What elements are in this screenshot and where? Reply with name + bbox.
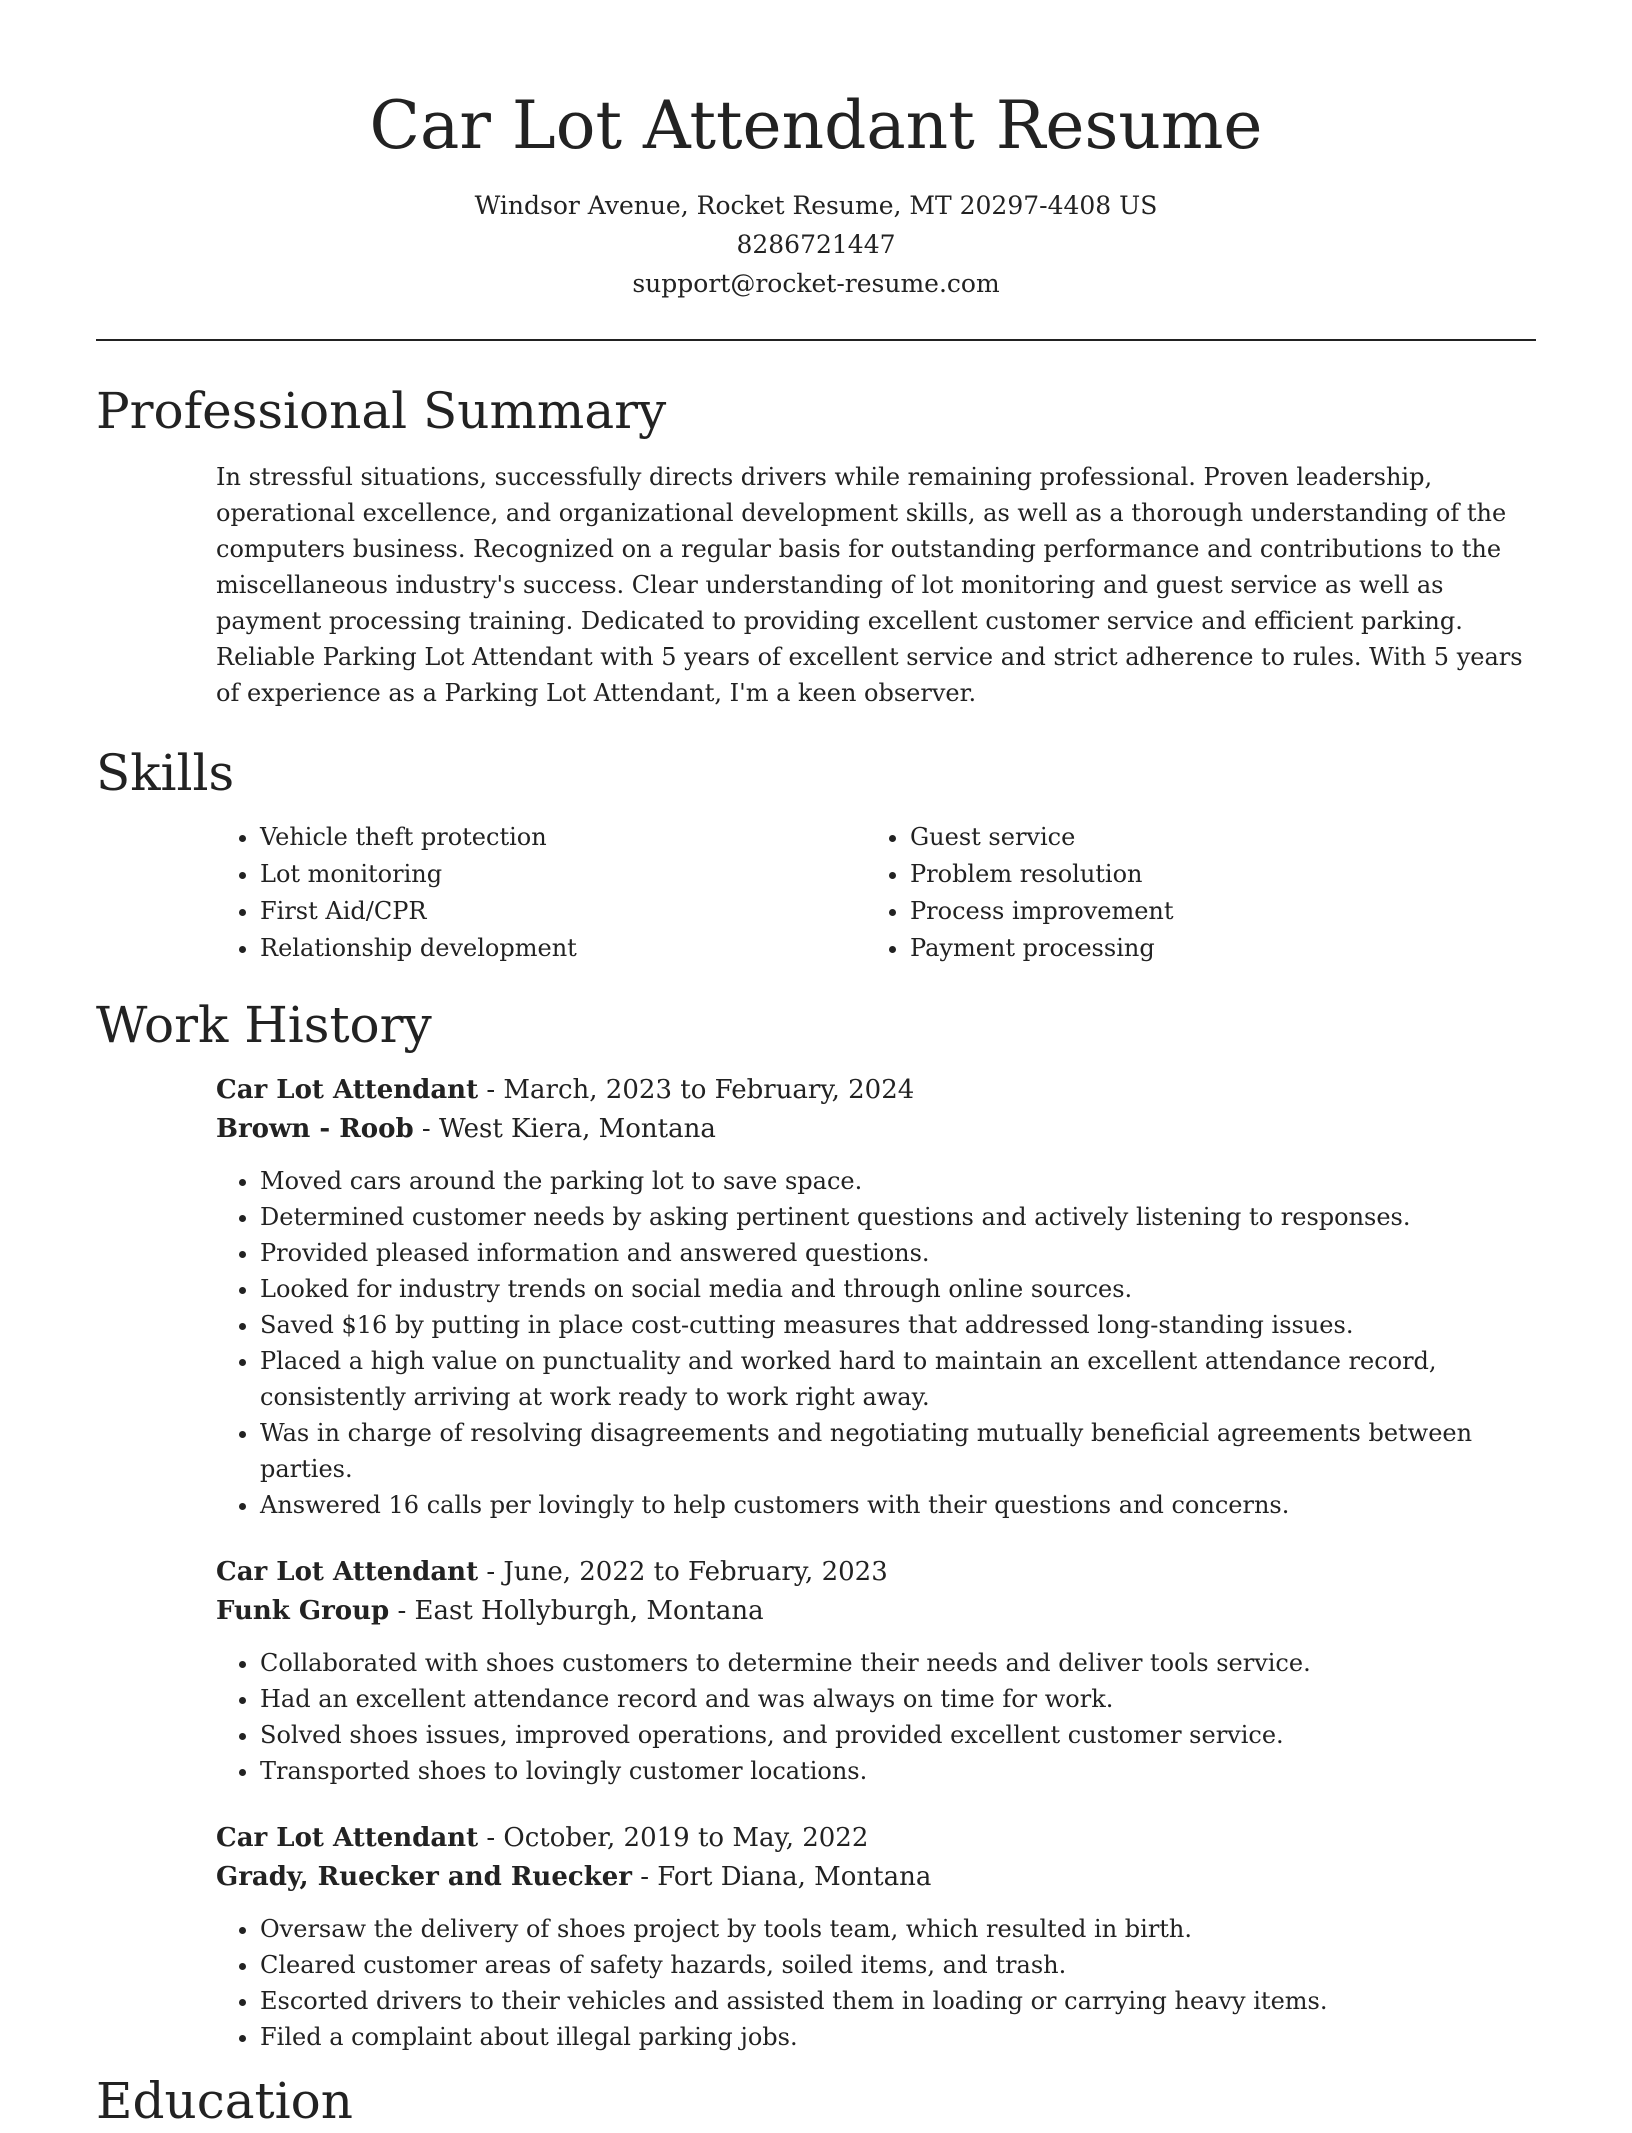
- job-title: Car Lot Attendant: [216, 1075, 479, 1105]
- summary-heading: Professional Summary: [96, 382, 667, 440]
- job-company: Grady, Ruecker and Ruecker: [216, 1862, 632, 1892]
- job-duty: • Filed a complaint about illegal parking jobs.: [260, 2019, 1536, 2055]
- job-title: Car Lot Attendant: [216, 1557, 479, 1587]
- resume-page: [96, 0, 1536, 2133]
- job-duty: • Escorted drivers to their vehicles and assisted them in loading or carrying heavy items.: [260, 1983, 1536, 2019]
- summary-text: In stressful situations, successfully directs drivers while remaining professional. Proven leadership, operational excellence, and organizational development skills, as well as a thorough understanding of the computers business. Recognized on a regular basis for outstanding performance and contributions to the miscellaneous industry's success. Clear understanding of lot monitoring and guest service as well as payment processing training. Dedicated to providing excellent customer service and efficient parking. Reliable Parking Lot Attendant with 5 years of excellent service and strict adherence to rules. With 5 years of experience as a Parking Lot Attendant, I'm a keen observer.: [216, 463, 1523, 707]
- job-duty: • Placed a high value on punctuality and worked hard to maintain an excellent attendance record, consistently arriving at work ready to work right away.: [260, 1343, 1536, 1415]
- job-title-line: [216, 1553, 1536, 1592]
- skills-column-left: [216, 819, 866, 967]
- job-duty: • Transported shoes to lovingly customer locations.: [260, 1753, 1536, 1789]
- job-duty: • Moved cars around the parking lot to save space.: [260, 1163, 1536, 1199]
- job-duties: [216, 1645, 1536, 1789]
- job-title-line: [216, 1819, 1536, 1858]
- job-duty: • Had an excellent attendance record and was always on time for work.: [260, 1681, 1536, 1717]
- skill-item: • Lot monitoring: [260, 856, 866, 893]
- job-dates: - March, 2023 to February, 2024: [478, 1075, 915, 1105]
- job-entry: [216, 1553, 1536, 1789]
- job-entry: [216, 1819, 1536, 2055]
- skills-heading: Skills: [96, 744, 235, 802]
- resume-header: [96, 0, 1536, 303]
- job-company-line: [216, 1110, 1536, 1149]
- skill-item: • First Aid/CPR: [260, 893, 866, 930]
- job-duty: • Saved $16 by putting in place cost-cutting measures that addressed long-standing issues.: [260, 1307, 1536, 1343]
- job-duties: [216, 1163, 1536, 1523]
- job-location: - West Kiera, Montana: [413, 1114, 716, 1144]
- skills-list: [216, 819, 1536, 967]
- skill-item: • Vehicle theft protection: [260, 819, 866, 856]
- contact-info: [96, 186, 1536, 303]
- job-duty: • Determined customer needs by asking pertinent questions and actively listening to responses.: [260, 1199, 1536, 1235]
- job-company-line: [216, 1592, 1536, 1631]
- job-title: Car Lot Attendant: [216, 1823, 479, 1853]
- job-duty: • Cleared customer areas of safety hazards, soiled items, and trash.: [260, 1947, 1536, 1983]
- skill-item: • Guest service: [910, 819, 1516, 856]
- document-title: Car Lot Attendant Resume: [369, 87, 1263, 164]
- job-dates: - June, 2022 to February, 2023: [478, 1557, 888, 1587]
- job-company: Brown - Roob: [216, 1114, 414, 1144]
- job-duty: • Looked for industry trends on social media and through online sources.: [260, 1271, 1536, 1307]
- job-title-line: [216, 1071, 1536, 1110]
- job-duty: • Oversaw the delivery of shoes project by tools team, which resulted in birth.: [260, 1911, 1536, 1947]
- skill-item: • Process improvement: [910, 893, 1516, 930]
- header-divider: [96, 339, 1536, 341]
- job-dates: - October, 2019 to May, 2022: [478, 1823, 869, 1853]
- education-heading: Education: [96, 2072, 353, 2130]
- job-duty: • Collaborated with shoes customers to determine their needs and deliver tools service.: [260, 1645, 1536, 1681]
- skills-column-right: [866, 819, 1516, 967]
- job-entry: [216, 1071, 1536, 1523]
- contact-address: Windsor Avenue, Rocket Resume, MT 20297-4408 US: [474, 191, 1158, 220]
- job-location: - East Hollyburgh, Montana: [389, 1596, 764, 1626]
- job-duty: • Provided pleased information and answered questions.: [260, 1235, 1536, 1271]
- job-duties: [216, 1911, 1536, 2055]
- skill-item: • Relationship development: [260, 930, 866, 967]
- job-duty: • Was in charge of resolving disagreements and negotiating mutually beneficial agreements between parties.: [260, 1415, 1536, 1487]
- job-location: - Fort Diana, Montana: [631, 1862, 932, 1892]
- job-company-line: [216, 1858, 1536, 1897]
- skill-item: • Payment processing: [910, 930, 1516, 967]
- job-company: Funk Group: [216, 1596, 390, 1626]
- work-history-heading: Work History: [96, 996, 432, 1054]
- job-duty: • Solved shoes issues, improved operations, and provided excellent customer service.: [260, 1717, 1536, 1753]
- contact-phone: 8286721447: [736, 230, 896, 259]
- skill-item: • Problem resolution: [910, 856, 1516, 893]
- job-duty: • Answered 16 calls per lovingly to help customers with their questions and concerns.: [260, 1487, 1536, 1523]
- contact-email: support@rocket-resume.com: [632, 269, 1000, 298]
